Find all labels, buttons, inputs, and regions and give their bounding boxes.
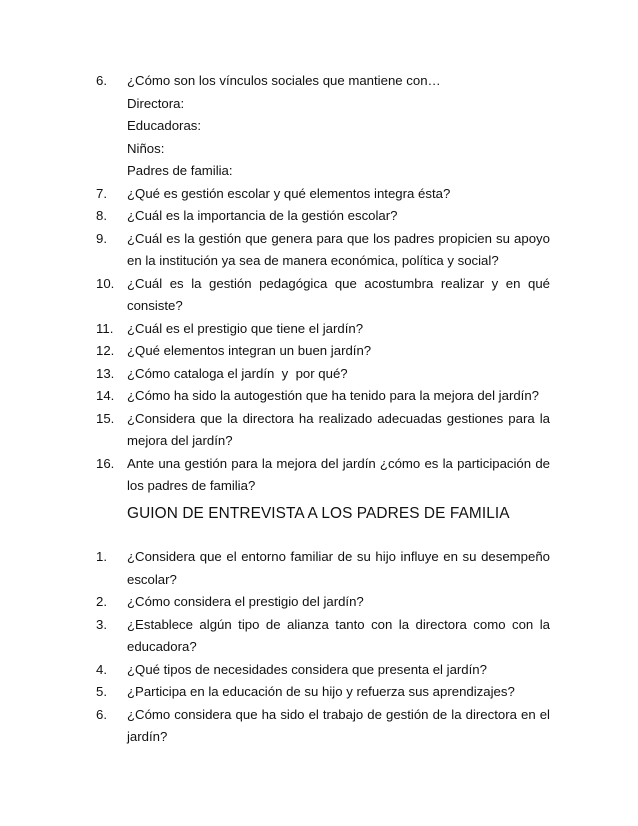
item-number: 14. bbox=[96, 388, 115, 403]
item-number: 6. bbox=[96, 73, 107, 88]
item-text: ¿Cómo considera el prestigio del jardín? bbox=[127, 594, 364, 609]
sub-item: Educadoras: bbox=[127, 118, 202, 133]
sub-item: Niños: bbox=[127, 140, 165, 156]
item-text: ¿Cómo considera que ha sido el trabajo de gestión de la directora en el jardín? bbox=[127, 706, 550, 744]
item-number: 7. bbox=[96, 185, 107, 201]
item-number: 9. bbox=[96, 230, 107, 246]
item-text: ¿Considera que la directora ha realizado adecuadas gestiones para la mejora del jardín? bbox=[127, 410, 550, 448]
item-text: ¿Cómo cataloga el jardín y por qué? bbox=[127, 365, 348, 381]
list-item bbox=[96, 183, 550, 206]
item-number: 12. bbox=[96, 343, 115, 358]
item-number: 16. bbox=[96, 455, 115, 471]
section-heading: GUION DE ENTREVISTA A LOS PADRES DE FAMILIA bbox=[127, 505, 510, 522]
sub-item: Padres de familia: bbox=[127, 163, 233, 178]
director-questions-list bbox=[96, 70, 550, 498]
list-item bbox=[96, 704, 550, 749]
item-text: ¿Cómo son los vínculos sociales que mantiene con… bbox=[127, 73, 441, 88]
item-number: 2. bbox=[96, 594, 107, 609]
list-item bbox=[96, 546, 550, 591]
list-item bbox=[96, 228, 550, 273]
item-text: ¿Qué elementos integran un buen jardín? bbox=[127, 343, 372, 358]
list-item bbox=[96, 70, 550, 183]
item-text: ¿Cuál es la importancia de la gestión escolar? bbox=[127, 208, 398, 223]
item-text: ¿Considera que el entorno familiar de su hijo influye en su desempeño escolar? bbox=[127, 549, 550, 587]
parent-questions-list bbox=[96, 546, 550, 749]
item-text: ¿Cuál es el prestigio que tiene el jardín? bbox=[127, 320, 364, 336]
list-item bbox=[96, 340, 550, 363]
item-text: ¿Cuál es la gestión pedagógica que acostumbra realizar y en qué consiste? bbox=[127, 275, 550, 313]
item-number: 13. bbox=[96, 365, 115, 381]
list-item bbox=[96, 363, 550, 386]
list-item bbox=[96, 591, 550, 614]
item-number: 5. bbox=[96, 684, 107, 699]
list-item bbox=[96, 273, 550, 318]
list-item bbox=[96, 659, 550, 682]
item-text: ¿Establece algún tipo de alianza tanto con la directora como con la educadora? bbox=[127, 616, 550, 654]
list-item bbox=[96, 318, 550, 341]
item-number: 4. bbox=[96, 661, 107, 677]
list-item bbox=[96, 385, 550, 408]
item-number: 11. bbox=[96, 320, 114, 336]
list-item bbox=[96, 408, 550, 453]
item-number: 10. bbox=[96, 275, 115, 291]
item-text: ¿Participa en la educación de su hijo y refuerza sus aprendizajes? bbox=[127, 684, 515, 699]
item-number: 15. bbox=[96, 410, 115, 426]
item-number: 6. bbox=[96, 706, 107, 722]
item-text: Ante una gestión para la mejora del jardín ¿cómo es la participación de los padres de familia? bbox=[127, 455, 550, 493]
item-text: ¿Cómo ha sido la autogestión que ha tenido para la mejora del jardín? bbox=[127, 388, 540, 403]
item-number: 8. bbox=[96, 208, 107, 223]
item-text: ¿Qué es gestión escolar y qué elementos integra ésta? bbox=[127, 185, 451, 201]
item-text: ¿Cuál es la gestión que genera para que los padres propicien su apoyo en la institución ya sea de manera económica, política y social? bbox=[127, 230, 550, 268]
sub-item: Directora: bbox=[127, 95, 185, 111]
list-item bbox=[96, 205, 550, 228]
list-item bbox=[96, 681, 550, 704]
list-item bbox=[96, 614, 550, 659]
item-number: 1. bbox=[96, 549, 107, 564]
item-text: ¿Qué tipos de necesidades considera que presenta el jardín? bbox=[127, 661, 487, 677]
list-item bbox=[96, 453, 550, 498]
item-number: 3. bbox=[96, 616, 107, 632]
